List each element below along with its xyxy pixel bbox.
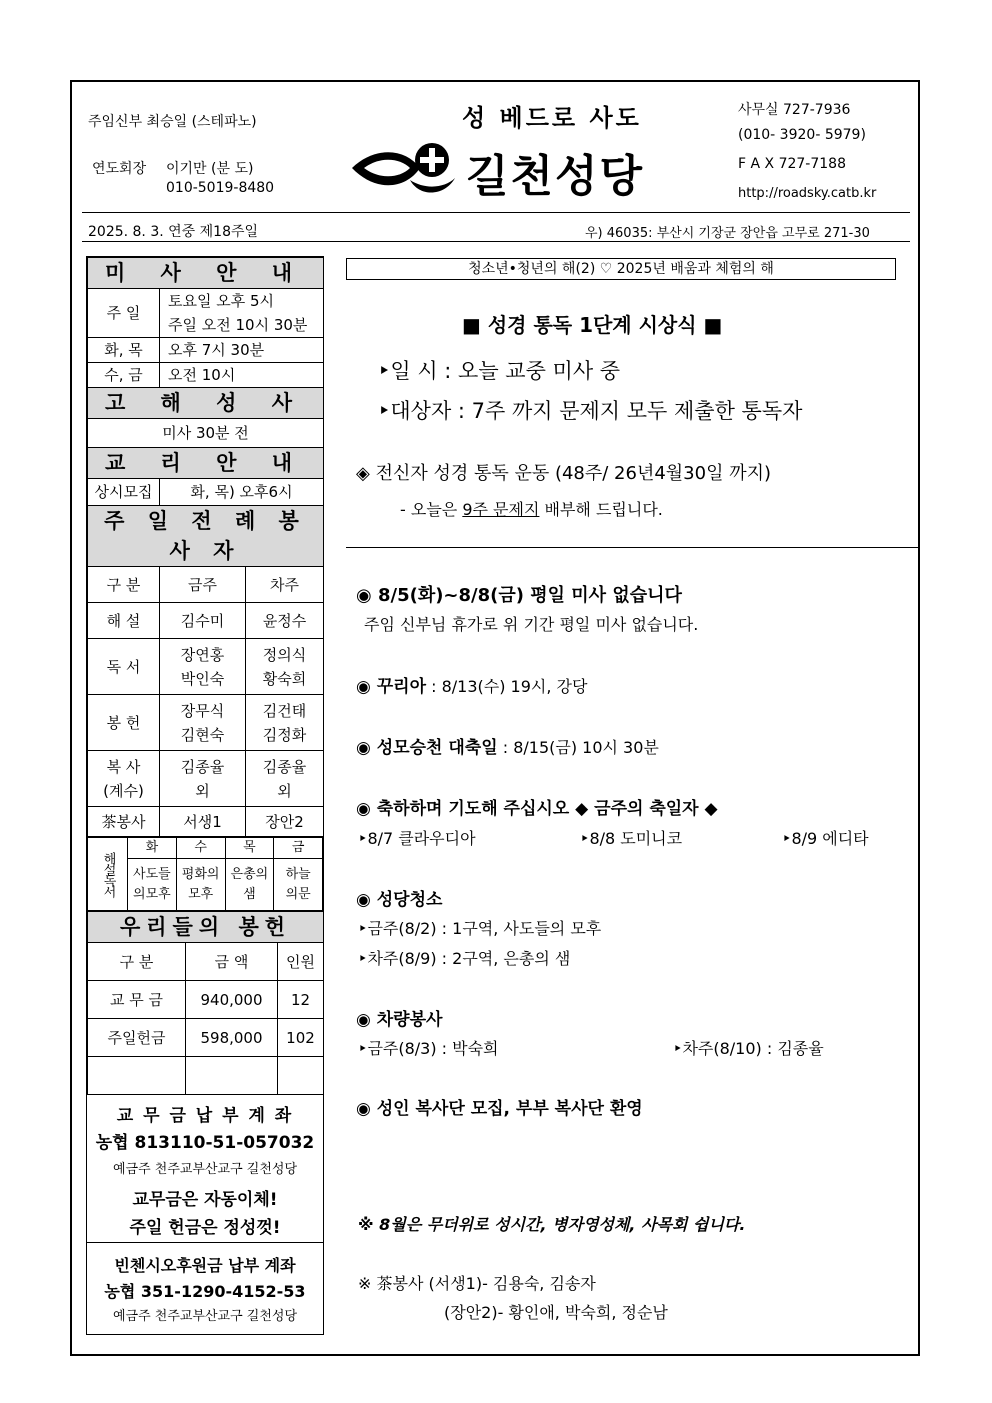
- offering-title: 우리들의 봉헌: [88, 912, 324, 943]
- offertory-name: 김정화: [262, 725, 307, 744]
- office-phone: 사무실 727-7936: [738, 102, 851, 118]
- fax-number: F A X 727-7188: [738, 156, 846, 172]
- bulletin-date: 2025. 8. 3. 연중 제18주일: [88, 224, 259, 240]
- confession-title: 고 해 성 사: [88, 388, 324, 419]
- curia-notice: [356, 672, 587, 697]
- mass-time: 오후 7시 30분: [160, 338, 324, 363]
- server-name: 외: [195, 781, 210, 800]
- liturgy-this: 김수미: [160, 603, 246, 639]
- offering-count: 102: [278, 1019, 324, 1057]
- parish-patron: 성 베드로 사도: [462, 104, 642, 132]
- offering-count: 12: [278, 981, 324, 1019]
- note-underline: 9주 문제지: [462, 500, 540, 519]
- group-line: 은총의: [230, 866, 269, 882]
- feast-title: ◉ 축하하며 기도해 주십시오 ◆ 금주의 축일자 ◆: [356, 799, 718, 819]
- liturgy-this: [160, 639, 246, 695]
- cleaning-row: ‣차주(8/9) : 2구역, 은총의 샘: [358, 949, 571, 968]
- weekday-group: [128, 859, 177, 911]
- group-line: 모후: [188, 886, 214, 902]
- liturgy-this: [160, 695, 246, 751]
- weekday-day: 화: [128, 838, 177, 859]
- vincent-account-holder: 예금주 천주교부산교구 길천성당: [112, 1309, 298, 1324]
- liturgy-next: [246, 751, 324, 807]
- subheader-divider: [82, 241, 910, 242]
- reading-title: ◈ 전신자 성경 통독 운동 (48주/ 26년4월30일 까지): [356, 463, 771, 484]
- sidebar-info: [86, 256, 324, 1335]
- curia-desc: : 8/13(수) 19시, 강당: [426, 677, 588, 696]
- vincent-account-title: 빈첸시오후원금 납부 계좌: [114, 1256, 296, 1275]
- note-text: 배부해 드립니다.: [539, 500, 663, 519]
- catechism-label: 상시모집: [88, 479, 160, 506]
- ceremony-title: ■ 성경 통독 1단계 시상식 ■: [462, 313, 723, 337]
- council-name: 이기만 (분 도): [166, 161, 254, 177]
- weekday-group: [176, 859, 225, 911]
- reader-name: 장연홍: [180, 645, 225, 664]
- account-title: 교 무 금 납 부 계 좌: [116, 1106, 294, 1126]
- liturgy-head: 차주: [246, 567, 324, 603]
- offertory-name: 장무식: [180, 701, 225, 720]
- mass-time: [160, 289, 324, 338]
- weekday-day: 금: [274, 838, 323, 859]
- weekday-label: 해설독서: [88, 838, 128, 911]
- curia-title: ◉ 꾸리아: [356, 677, 427, 697]
- catechism-time: 화, 목) 오후6시: [160, 479, 324, 506]
- feast-item: ‣8/9 에디타: [782, 829, 869, 848]
- liturgy-this: 서생1: [160, 807, 246, 837]
- altar-server-notice: ◉ 성인 복사단 모집, 부부 복사단 환영: [356, 1099, 643, 1119]
- offering-head: 금 액: [186, 943, 278, 981]
- liturgy-this: [160, 751, 246, 807]
- group-line: 사도들: [133, 866, 171, 882]
- group-line: 샘: [243, 886, 256, 902]
- server-name: 외: [277, 781, 292, 800]
- account-number: 농협 813110-51-057032: [95, 1133, 315, 1153]
- reading-note: [400, 497, 663, 520]
- offering-amount: 940,000: [186, 981, 278, 1019]
- assumption-notice: [356, 733, 659, 758]
- mass-day: 화, 목: [88, 338, 160, 363]
- header-divider: [82, 212, 910, 213]
- car-this-week: ‣금주(8/3) : 박숙희: [358, 1039, 499, 1058]
- offering-label: 교 무 금: [88, 981, 186, 1019]
- car-next-week: ‣차주(8/10) : 김종율: [673, 1039, 824, 1058]
- reader-name: 황숙희: [262, 669, 307, 688]
- liturgy-role: 茶봉사: [88, 807, 160, 837]
- ceremony-who: ‣대상자 : 7주 까지 문제지 모두 제출한 통독자: [378, 399, 803, 423]
- assumption-desc: : 8/15(금) 10시 30분: [497, 738, 659, 757]
- assumption-title: ◉ 성모승천 대축일: [356, 738, 498, 758]
- no-mass-title: ◉ 8/5(화)~8/8(금) 평일 미사 없습니다: [356, 585, 682, 606]
- offering-head: 인원: [278, 943, 324, 981]
- liturgy-next: [246, 695, 324, 751]
- liturgy-next: [246, 639, 324, 695]
- offering-head: 구 분: [88, 943, 186, 981]
- offering-label: 주일헌금: [88, 1019, 186, 1057]
- tea-service-line: (장안2)- 황인애, 박숙희, 정순남: [444, 1303, 668, 1322]
- liturgy-role: 독 서: [88, 639, 160, 695]
- note-text: - 오늘은: [400, 500, 463, 519]
- cleaning-row: ‣금주(8/2) : 1구역, 사도들의 모후: [358, 919, 602, 938]
- no-mass-desc: 주임 신부님 휴가로 위 기간 평일 미사 없습니다.: [364, 615, 699, 634]
- section-divider: [346, 547, 918, 548]
- offertory-name: 김현숙: [180, 725, 225, 744]
- reader-name: 정의식: [262, 645, 307, 664]
- offering-empty: [88, 1057, 186, 1095]
- liturgy-role: 복 사 (계수): [88, 751, 160, 807]
- parish-name: 길천성당: [466, 151, 645, 202]
- feast-item: ‣8/8 도미니코: [580, 829, 683, 848]
- offering-note: 주일 헌금은 정성껏!: [129, 1218, 281, 1238]
- car-title: ◉ 차량봉사: [356, 1010, 443, 1030]
- liturgy-next: 윤정수: [246, 603, 324, 639]
- theme-banner: 청소년•청년의 해(2) ♡ 2025년 배움과 체험의 해: [346, 258, 896, 280]
- group-line: 평화의: [181, 866, 220, 882]
- server-name: 김종율: [262, 757, 307, 776]
- church-address: 우) 46035: 부산시 기장군 장안읍 고무로 271-30: [585, 226, 870, 241]
- liturgy-head: 구 분: [88, 567, 160, 603]
- liturgy-title: 주 일 전 례 봉 사 자: [88, 506, 324, 567]
- liturgy-role: 해 설: [88, 603, 160, 639]
- offering-empty: [278, 1057, 324, 1095]
- reader-name: 박인숙: [180, 669, 225, 688]
- offering-empty: [186, 1057, 278, 1095]
- auto-transfer-note: 교무금은 자동이체!: [132, 1190, 278, 1210]
- liturgy-role: 봉 헌: [88, 695, 160, 751]
- mass-time-sun: 주일 오전 10시 30분: [168, 316, 308, 334]
- mobile-phone: (010- 3920- 5979): [738, 127, 866, 143]
- weekday-group: [225, 859, 274, 911]
- mass-day: 주 일: [88, 289, 160, 338]
- vincent-account-number: 농협 351-1290-4152-53: [104, 1282, 306, 1301]
- group-line: 하늘: [285, 866, 311, 882]
- account-box: [87, 1095, 323, 1243]
- council-label: 연도회장: [92, 161, 147, 177]
- parish-logo-icon: [350, 138, 460, 198]
- cleaning-title: ◉ 성당청소: [356, 890, 443, 910]
- feast-item: ‣8/7 클라우디아: [358, 829, 476, 848]
- august-note: ※ 8월은 무더위로 성시간, 병자영성체, 사목회 쉽니다.: [358, 1215, 746, 1234]
- weekday-day: 수: [176, 838, 225, 859]
- group-line: 의모후: [133, 886, 171, 902]
- mass-time-sat: 토요일 오후 5시: [168, 292, 275, 310]
- confession-time: 미사 30분 전: [88, 419, 324, 448]
- weekday-group: [274, 859, 323, 911]
- vincent-account-box: [87, 1243, 323, 1334]
- ceremony-when: ‣일 시 : 오늘 교중 미사 중: [378, 359, 621, 383]
- server-name: 김종율: [180, 757, 225, 776]
- mass-title: 미 사 안 내: [88, 258, 324, 289]
- offering-amount: 598,000: [186, 1019, 278, 1057]
- offertory-name: 김건태: [262, 701, 307, 720]
- liturgy-head: 금주: [160, 567, 246, 603]
- pastor-name: 주임신부 최승일 (스테파노): [88, 114, 257, 130]
- weekday-day: 목: [225, 838, 274, 859]
- tea-service-line: ※ 茶봉사 (서생1)- 김용숙, 김송자: [358, 1274, 596, 1293]
- mass-time: 오전 10시: [160, 363, 324, 388]
- mass-day: 수, 금: [88, 363, 160, 388]
- liturgy-next: 장안2: [246, 807, 324, 837]
- group-line: 의문: [285, 886, 311, 902]
- account-holder: 예금주 천주교부산교구 길천성당: [112, 1162, 298, 1177]
- website-link[interactable]: http://roadsky.catb.kr: [738, 186, 877, 201]
- catechism-title: 교 리 안 내: [88, 448, 324, 479]
- council-phone: 010-5019-8480: [166, 180, 275, 196]
